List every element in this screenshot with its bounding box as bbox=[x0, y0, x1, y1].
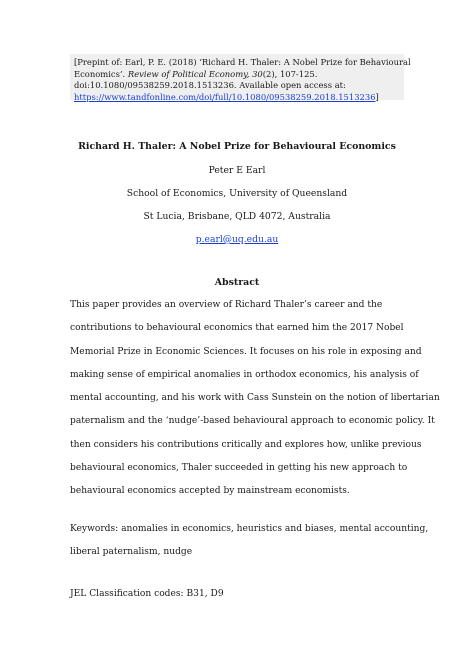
abstract-line: paternalism and the ‘nudge’-based behavioural approach to economic policy. It bbox=[70, 416, 435, 427]
abstract-line: This paper provides an overview of Richard Thaler’s career and the bbox=[70, 300, 383, 310]
citation-box bbox=[70, 54, 411, 102]
citation-journal: Review of Political Economy, 30 bbox=[127, 68, 263, 79]
abstract-line: making sense of empirical anomalies in orthodox economics, his analysis of bbox=[70, 369, 419, 380]
citation-line-3: doi:10.1080/09538259.2018.1513236. Available open access at: bbox=[74, 80, 346, 90]
author-address: St Lucia, Brisbane, QLD 4072, Australia bbox=[143, 211, 331, 222]
keywords-section bbox=[70, 521, 429, 568]
abstract-heading: Abstract bbox=[214, 277, 260, 288]
citation-pre-journal: Economics’. bbox=[74, 68, 128, 79]
abstract-line: then considers his contributions critically and explores how, unlike previous bbox=[70, 439, 422, 450]
abstract-body bbox=[70, 297, 440, 507]
author-email-link[interactable]: p.earl@uq.edu.au bbox=[195, 234, 279, 245]
citation-line-1: [Prepint of: Earl, P. E. (2018) ‘Richard H. Thaler: A Nobel Prize for Behavioural bbox=[74, 57, 411, 67]
abstract-line: contributions to behavioural economics that earned him the 2017 Nobel bbox=[70, 323, 404, 334]
doi-link[interactable]: https://www.tandfonline.com/doi/full/10.1080/09538259.2018.1513236 bbox=[74, 91, 376, 102]
author-affiliation: School of Economics, University of Queensland bbox=[126, 188, 348, 199]
abstract-line: Memorial Prize in Economic Sciences. It focuses on his role in exposing and bbox=[70, 346, 422, 357]
abstract-line: behavioural economics accepted by mainstream economists. bbox=[70, 486, 350, 497]
keywords-line: Keywords: anomalies in economics, heuristics and biases, mental accounting, bbox=[70, 524, 429, 534]
citation-line-2 bbox=[74, 69, 400, 81]
citation-line-4 bbox=[74, 92, 400, 104]
author-email-line bbox=[0, 234, 474, 245]
abstract-line: behavioural economics, Thaler succeeded in getting his new approach to bbox=[70, 463, 408, 474]
keywords-line: liberal paternalism, nudge bbox=[70, 547, 193, 558]
paper-title: Richard H. Thaler: A Nobel Prize for Behavioural Economics bbox=[78, 141, 396, 152]
jel-codes: JEL Classification codes: B31, D9 bbox=[70, 589, 224, 599]
citation-post-journal: (2), 107-125. bbox=[262, 68, 318, 79]
abstract-line: mental accounting, and his work with Cass Sunstein on the notion of libertarian bbox=[70, 393, 440, 404]
citation-close-bracket: ] bbox=[375, 91, 379, 102]
author-name: Peter E Earl bbox=[208, 165, 266, 176]
